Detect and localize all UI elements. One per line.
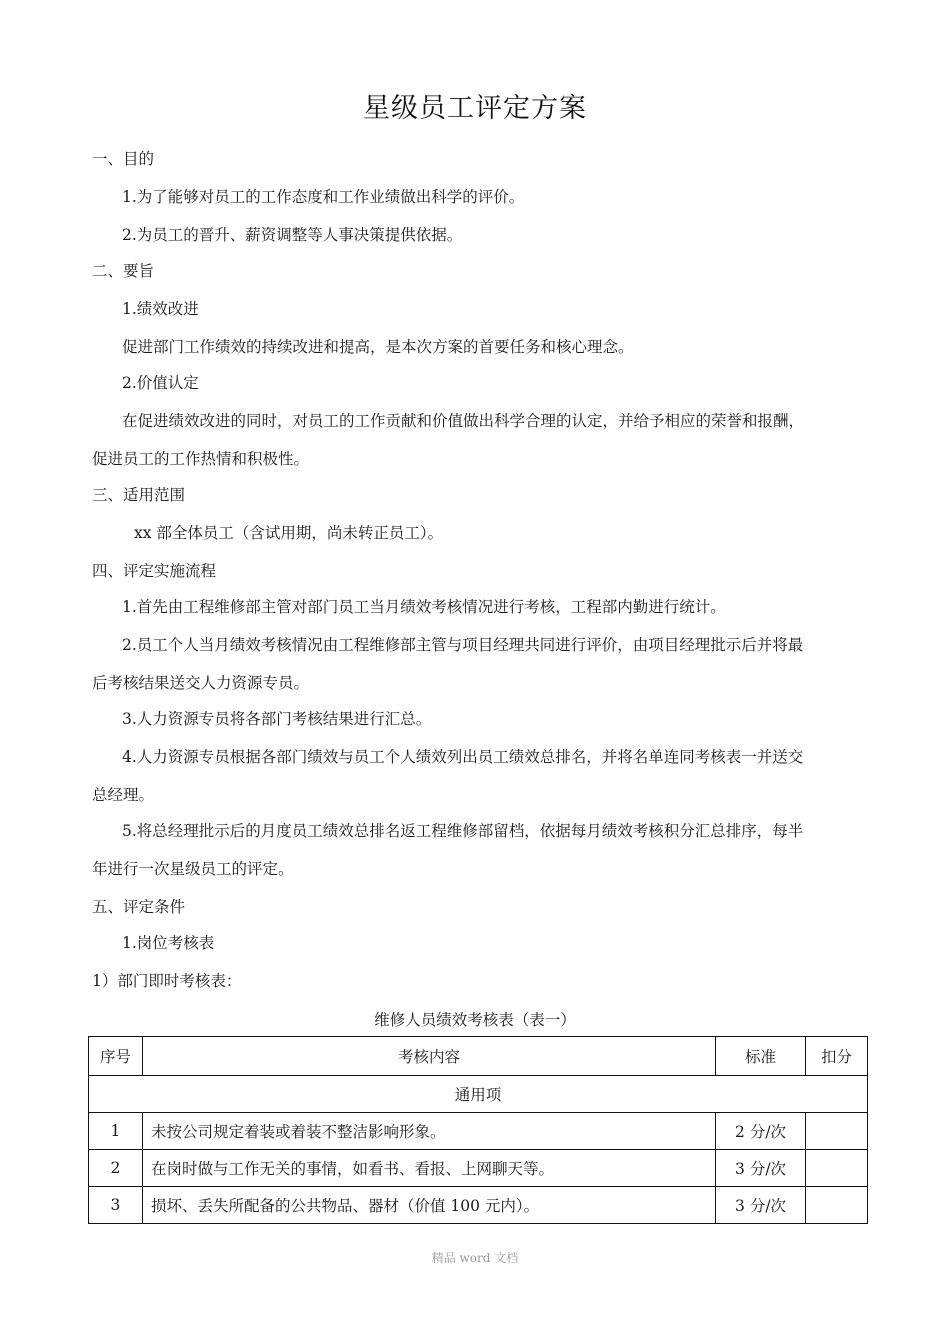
section-heading-essentials: 二、要旨 [92, 262, 155, 280]
paragraph-continuation: 年进行一次星级员工的评定。 [92, 860, 294, 878]
table-caption: 维修人员绩效考核表（表一） [374, 1011, 576, 1029]
paragraph: 在促进绩效改进的同时，对员工的工作贡献和价值做出科学合理的认定，并给予相应的荣誉和报酬， [122, 412, 805, 430]
subheading: 1.岗位考核表 [122, 934, 215, 952]
paragraph: 促进部门工作绩效的持续改进和提高，是本次方案的首要任务和核心理念。 [122, 338, 634, 356]
paragraph: 2.员工个人当月绩效考核情况由工程维修部主管与项目经理共同进行评价，由项目经理批示后并将最 [122, 636, 804, 654]
evaluation-table [88, 1036, 868, 1224]
table-row [89, 1187, 868, 1224]
column-header-standard: 标准 [716, 1037, 806, 1076]
section-heading-purpose: 一、目的 [92, 150, 155, 168]
section-heading-process: 四、评定实施流程 [92, 562, 217, 580]
column-header-content: 考核内容 [142, 1037, 715, 1076]
paragraph-continuation: 促进员工的工作热情和积极性。 [92, 450, 310, 468]
table-row [89, 1150, 868, 1187]
table-header-row [89, 1037, 868, 1076]
row-no: 1 [89, 1113, 143, 1150]
paragraph: 2.为员工的晋升、薪资调整等人事决策提供依据。 [122, 226, 463, 244]
row-deduct [806, 1113, 868, 1150]
row-content: 损坏、丢失所配备的公共物品、器材（价值 100 元内）。 [142, 1187, 715, 1224]
row-no: 2 [89, 1150, 143, 1187]
table-row [89, 1113, 868, 1150]
subheading: 2.价值认定 [122, 374, 199, 392]
section-heading-conditions: 五、评定条件 [92, 898, 186, 916]
paragraph: 4.人力资源专员根据各部门绩效与员工个人绩效列出员工绩效总排名，并将名单连同考核表一并送交 [122, 748, 804, 766]
row-deduct [806, 1150, 868, 1187]
row-deduct [806, 1187, 868, 1224]
row-content: 未按公司规定着装或着装不整洁影响形象。 [142, 1113, 715, 1150]
paragraph: 1.首先由工程维修部主管对部门员工当月绩效考核情况进行考核，工程部内勤进行统计。 [122, 598, 726, 616]
row-no: 3 [89, 1187, 143, 1224]
paragraph-continuation: 总经理。 [92, 786, 155, 804]
paragraph: xx 部全体员工（含试用期，尚未转正员工）。 [134, 524, 444, 542]
paragraph-continuation: 后考核结果送交人力资源专员。 [92, 674, 310, 692]
footer-watermark: 精品 word 文档 [431, 1251, 519, 1265]
paragraph: 5.将总经理批示后的月度员工绩效总排名返工程维修部留档，依据每月绩效考核积分汇总排序，每半 [122, 822, 804, 840]
subheading: 1.绩效改进 [122, 300, 199, 318]
row-standard: 3 分/次 [716, 1187, 806, 1224]
table-group-row [89, 1076, 868, 1113]
paragraph: 1.为了能够对员工的工作态度和工作业绩做出科学的评价。 [122, 188, 525, 206]
paragraph: 3.人力资源专员将各部门考核结果进行汇总。 [122, 710, 432, 728]
row-content: 在岗时做与工作无关的事情，如看书、看报、上网聊天等。 [142, 1150, 715, 1187]
column-header-no: 序号 [89, 1037, 143, 1076]
row-standard: 2 分/次 [716, 1113, 806, 1150]
subheading: 1）部门即时考核表： [92, 972, 242, 990]
column-header-deduct: 扣分 [806, 1037, 868, 1076]
group-label: 通用项 [89, 1076, 868, 1113]
section-heading-scope: 三、适用范围 [92, 486, 186, 504]
page-title: 星级员工评定方案 [363, 93, 587, 124]
row-standard: 3 分/次 [716, 1150, 806, 1187]
